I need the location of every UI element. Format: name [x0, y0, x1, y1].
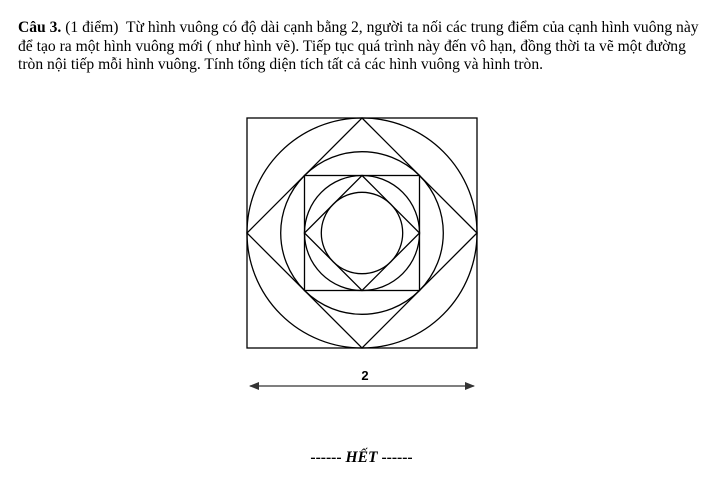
end-mark	[0, 449, 723, 467]
problem-text: Từ hình vuông có độ dài cạnh bằng 2, người ta nối các trung điểm của cạnh hình vuông này để tạo ra một hình vuông mới ( như hình vẽ). Tiếp tục quá trình này đến vô hạn, đồng thời ta vẽ một đường tròn nội tiếp mỗi hình vuông. Tính tổng diện tích tất cả các hình vuông và hình tròn.	[18, 19, 699, 74]
end-dashes-left: ------	[310, 449, 342, 466]
dimension-label: 2	[361, 368, 369, 383]
problem-label: Câu 3.	[18, 19, 62, 36]
end-dashes-right: ------	[381, 449, 413, 466]
end-word: HẾT	[345, 449, 378, 466]
outer-square	[247, 118, 477, 348]
outer-inscribed-circle	[247, 118, 477, 348]
fourth-inscribed-circle	[321, 192, 402, 273]
second-square	[247, 118, 477, 348]
problem-points: (1 điểm)	[65, 19, 119, 36]
